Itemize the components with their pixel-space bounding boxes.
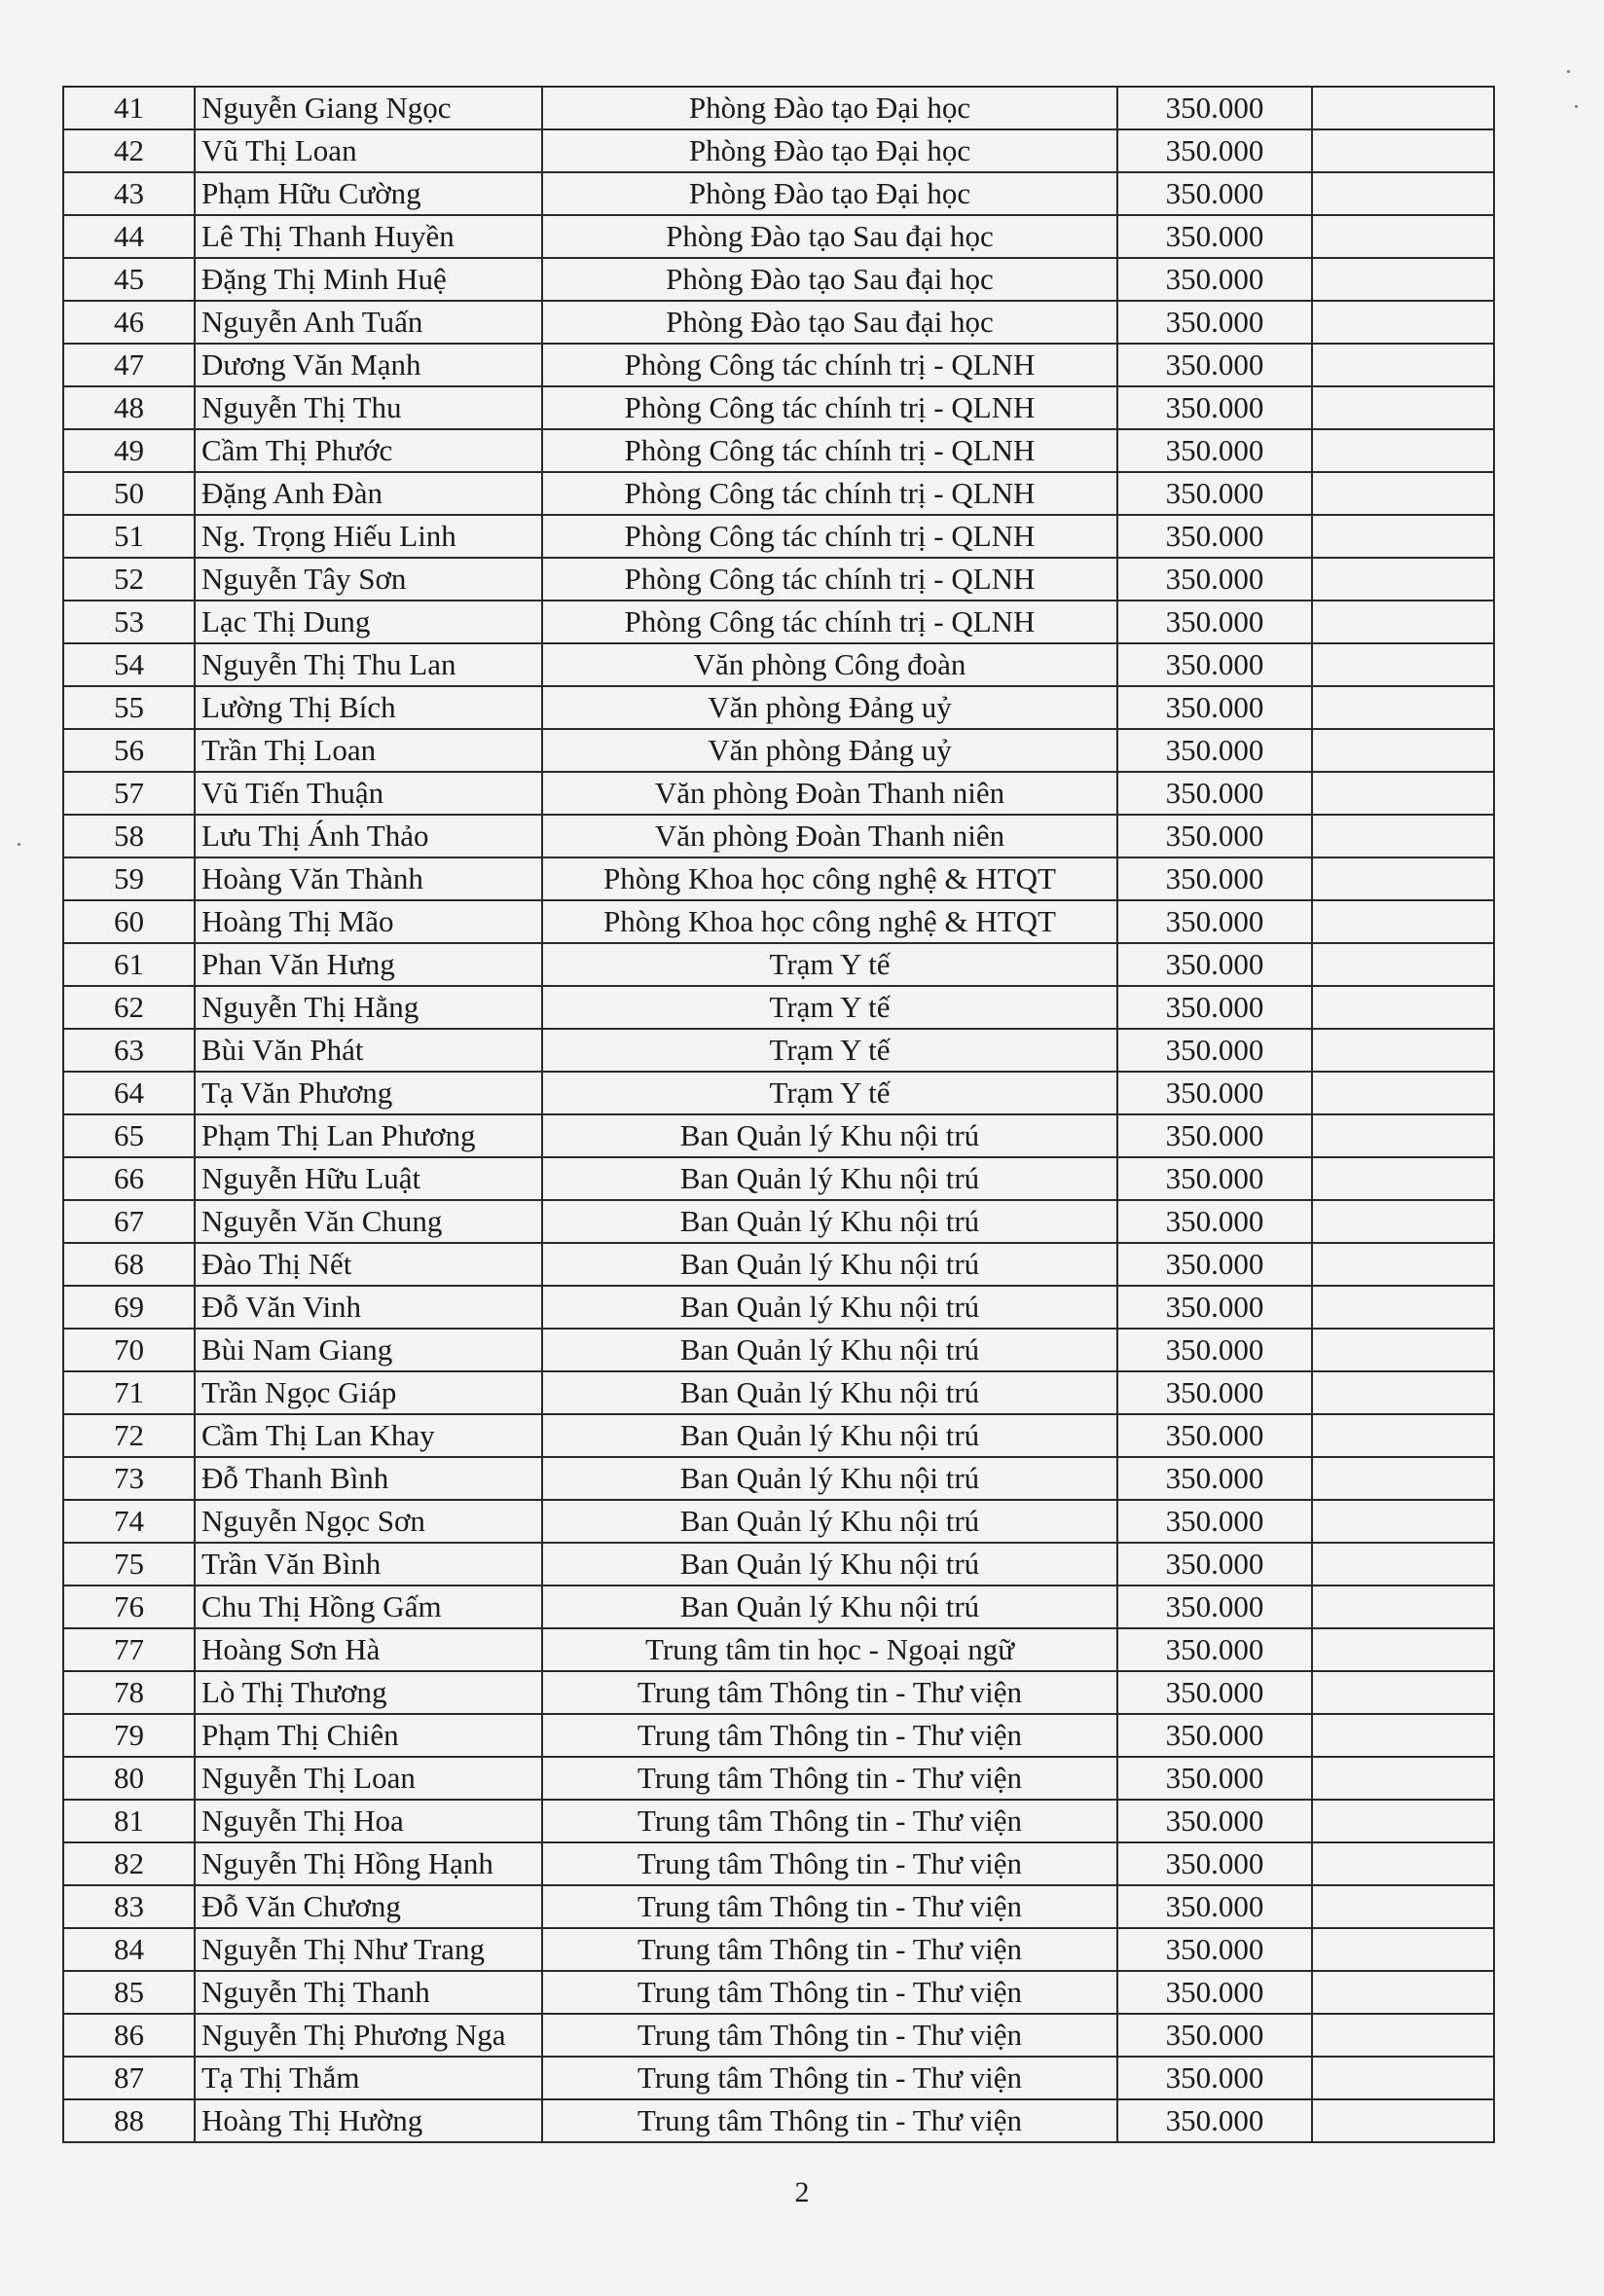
amount-cell: 350.000 (1117, 815, 1312, 857)
employee-name-cell: Vũ Tiến Thuận (195, 772, 542, 815)
signature-cell (1312, 857, 1494, 900)
department-cell: Văn phòng Công đoàn (542, 643, 1117, 686)
department-cell: Trung tâm Thông tin - Thư viện (542, 1800, 1117, 1842)
table-row (63, 1628, 1494, 1671)
amount-cell: 350.000 (1117, 1371, 1312, 1414)
table-row (63, 429, 1494, 472)
signature-cell (1312, 729, 1494, 772)
row-number-cell: 46 (63, 301, 195, 344)
row-number-cell: 47 (63, 344, 195, 386)
page-number: 2 (794, 2176, 810, 2208)
signature-cell (1312, 344, 1494, 386)
row-number-cell: 53 (63, 601, 195, 643)
employee-name-cell: Trần Ngọc Giáp (195, 1371, 542, 1414)
signature-cell (1312, 2014, 1494, 2057)
signature-cell (1312, 558, 1494, 601)
department-cell: Ban Quản lý Khu nội trú (542, 1114, 1117, 1157)
row-number-cell: 54 (63, 643, 195, 686)
amount-cell: 350.000 (1117, 1072, 1312, 1114)
employee-name-cell: Nguyễn Hữu Luật (195, 1157, 542, 1200)
table-row (63, 1971, 1494, 2014)
table-row (63, 515, 1494, 558)
amount-cell: 350.000 (1117, 1200, 1312, 1243)
signature-cell (1312, 1114, 1494, 1157)
amount-cell: 350.000 (1117, 643, 1312, 686)
signature-cell (1312, 129, 1494, 172)
row-number-cell: 87 (63, 2057, 195, 2099)
signature-cell (1312, 1628, 1494, 1671)
signature-cell (1312, 1585, 1494, 1628)
department-cell: Văn phòng Đoàn Thanh niên (542, 815, 1117, 857)
amount-cell: 350.000 (1117, 1714, 1312, 1757)
employee-name-cell: Đặng Anh Đàn (195, 472, 542, 515)
department-cell: Ban Quản lý Khu nội trú (542, 1286, 1117, 1329)
department-cell: Văn phòng Đảng uỷ (542, 729, 1117, 772)
table-row (63, 344, 1494, 386)
row-number-cell: 84 (63, 1928, 195, 1971)
employee-name-cell: Lê Thị Thanh Huyền (195, 215, 542, 258)
amount-cell: 350.000 (1117, 172, 1312, 215)
amount-cell: 350.000 (1117, 1500, 1312, 1543)
employee-name-cell: Lạc Thị Dung (195, 601, 542, 643)
table-row (63, 472, 1494, 515)
row-number-cell: 88 (63, 2099, 195, 2142)
department-cell: Phòng Công tác chính trị - QLNH (542, 558, 1117, 601)
amount-cell: 350.000 (1117, 558, 1312, 601)
amount-cell: 350.000 (1117, 344, 1312, 386)
row-number-cell: 45 (63, 258, 195, 301)
signature-cell (1312, 2057, 1494, 2099)
row-number-cell: 73 (63, 1457, 195, 1500)
table-row (63, 1543, 1494, 1585)
signature-cell (1312, 1971, 1494, 2014)
table-row (63, 729, 1494, 772)
table-row (63, 1072, 1494, 1114)
row-number-cell: 65 (63, 1114, 195, 1157)
amount-cell: 350.000 (1117, 1971, 1312, 2014)
signature-cell (1312, 515, 1494, 558)
department-cell: Ban Quản lý Khu nội trú (542, 1585, 1117, 1628)
department-cell: Phòng Đào tạo Sau đại học (542, 215, 1117, 258)
signature-cell (1312, 1885, 1494, 1928)
employee-name-cell: Nguyễn Ngọc Sơn (195, 1500, 542, 1543)
row-number-cell: 76 (63, 1585, 195, 1628)
signature-cell (1312, 643, 1494, 686)
table-row (63, 601, 1494, 643)
signature-cell (1312, 1072, 1494, 1114)
amount-cell: 350.000 (1117, 900, 1312, 943)
department-cell: Ban Quản lý Khu nội trú (542, 1500, 1117, 1543)
row-number-cell: 71 (63, 1371, 195, 1414)
table-row (63, 129, 1494, 172)
employee-name-cell: Nguyễn Anh Tuấn (195, 301, 542, 344)
signature-cell (1312, 1543, 1494, 1585)
employee-name-cell: Nguyễn Thị Hoa (195, 1800, 542, 1842)
table-row (63, 857, 1494, 900)
department-cell: Ban Quản lý Khu nội trú (542, 1329, 1117, 1371)
scan-speck (1567, 70, 1570, 73)
department-cell: Trạm Y tế (542, 1072, 1117, 1114)
signature-cell (1312, 87, 1494, 129)
row-number-cell: 82 (63, 1842, 195, 1885)
amount-cell: 350.000 (1117, 1885, 1312, 1928)
department-cell: Phòng Đào tạo Đại học (542, 172, 1117, 215)
table-row (63, 1671, 1494, 1714)
employee-name-cell: Nguyễn Thị Phương Nga (195, 2014, 542, 2057)
row-number-cell: 50 (63, 472, 195, 515)
table-row (63, 1585, 1494, 1628)
department-cell: Ban Quản lý Khu nội trú (542, 1414, 1117, 1457)
department-cell: Phòng Khoa học công nghệ & HTQT (542, 900, 1117, 943)
amount-cell: 350.000 (1117, 1800, 1312, 1842)
row-number-cell: 86 (63, 2014, 195, 2057)
signature-cell (1312, 772, 1494, 815)
amount-cell: 350.000 (1117, 986, 1312, 1029)
row-number-cell: 55 (63, 686, 195, 729)
signature-cell (1312, 1500, 1494, 1543)
amount-cell: 350.000 (1117, 857, 1312, 900)
signature-cell (1312, 215, 1494, 258)
department-cell: Trung tâm tin học - Ngoại ngữ (542, 1628, 1117, 1671)
department-cell: Trung tâm Thông tin - Thư viện (542, 1757, 1117, 1800)
table-row (63, 1114, 1494, 1157)
row-number-cell: 42 (63, 129, 195, 172)
table-body (63, 87, 1494, 2142)
row-number-cell: 67 (63, 1200, 195, 1243)
signature-cell (1312, 301, 1494, 344)
employee-name-cell: Đặng Thị Minh Huệ (195, 258, 542, 301)
department-cell: Trung tâm Thông tin - Thư viện (542, 2099, 1117, 2142)
employee-name-cell: Trần Thị Loan (195, 729, 542, 772)
amount-cell: 350.000 (1117, 1286, 1312, 1329)
employee-name-cell: Chu Thị Hồng Gấm (195, 1585, 542, 1628)
row-number-cell: 41 (63, 87, 195, 129)
employee-name-cell: Vũ Thị Loan (195, 129, 542, 172)
employee-name-cell: Nguyễn Thị Hồng Hạnh (195, 1842, 542, 1885)
signature-cell (1312, 601, 1494, 643)
row-number-cell: 63 (63, 1029, 195, 1072)
table-row (63, 772, 1494, 815)
employee-name-cell: Bùi Văn Phát (195, 1029, 542, 1072)
table-row (63, 1286, 1494, 1329)
table-row (63, 215, 1494, 258)
employee-name-cell: Bùi Nam Giang (195, 1329, 542, 1371)
department-cell: Ban Quản lý Khu nội trú (542, 1200, 1117, 1243)
row-number-cell: 79 (63, 1714, 195, 1757)
employee-name-cell: Đỗ Văn Chương (195, 1885, 542, 1928)
table-row (63, 258, 1494, 301)
employee-name-cell: Đào Thị Nết (195, 1243, 542, 1286)
employee-name-cell: Nguyễn Thị Thanh (195, 1971, 542, 2014)
department-cell: Trạm Y tế (542, 986, 1117, 1029)
employee-name-cell: Cầm Thị Lan Khay (195, 1414, 542, 1457)
department-cell: Phòng Công tác chính trị - QLNH (542, 472, 1117, 515)
department-cell: Trung tâm Thông tin - Thư viện (542, 1885, 1117, 1928)
staff-allowance-table (62, 86, 1495, 2143)
amount-cell: 350.000 (1117, 1329, 1312, 1371)
table-row (63, 686, 1494, 729)
row-number-cell: 43 (63, 172, 195, 215)
row-number-cell: 48 (63, 386, 195, 429)
employee-name-cell: Ng. Trọng Hiếu Linh (195, 515, 542, 558)
employee-name-cell: Phạm Thị Chiên (195, 1714, 542, 1757)
amount-cell: 350.000 (1117, 1543, 1312, 1585)
table-row (63, 986, 1494, 1029)
row-number-cell: 59 (63, 857, 195, 900)
table-row (63, 301, 1494, 344)
row-number-cell: 64 (63, 1072, 195, 1114)
amount-cell: 350.000 (1117, 301, 1312, 344)
table-row (63, 900, 1494, 943)
amount-cell: 350.000 (1117, 2057, 1312, 2099)
department-cell: Trung tâm Thông tin - Thư viện (542, 1971, 1117, 2014)
amount-cell: 350.000 (1117, 1157, 1312, 1200)
department-cell: Trạm Y tế (542, 1029, 1117, 1072)
department-cell: Ban Quản lý Khu nội trú (542, 1371, 1117, 1414)
employee-name-cell: Đỗ Văn Vinh (195, 1286, 542, 1329)
signature-cell (1312, 1029, 1494, 1072)
row-number-cell: 75 (63, 1543, 195, 1585)
employee-name-cell: Lò Thị Thương (195, 1671, 542, 1714)
signature-cell (1312, 1329, 1494, 1371)
department-cell: Phòng Đào tạo Đại học (542, 87, 1117, 129)
signature-cell (1312, 172, 1494, 215)
signature-cell (1312, 900, 1494, 943)
signature-cell (1312, 1842, 1494, 1885)
department-cell: Phòng Đào tạo Sau đại học (542, 258, 1117, 301)
table-row (63, 1243, 1494, 1286)
employee-name-cell: Nguyễn Thị Loan (195, 1757, 542, 1800)
amount-cell: 350.000 (1117, 686, 1312, 729)
table-row (63, 815, 1494, 857)
table-row (63, 1800, 1494, 1842)
row-number-cell: 85 (63, 1971, 195, 2014)
department-cell: Ban Quản lý Khu nội trú (542, 1543, 1117, 1585)
amount-cell: 350.000 (1117, 729, 1312, 772)
department-cell: Ban Quản lý Khu nội trú (542, 1457, 1117, 1500)
amount-cell: 350.000 (1117, 1243, 1312, 1286)
scan-speck (18, 843, 20, 846)
employee-name-cell: Dương Văn Mạnh (195, 344, 542, 386)
table-row (63, 87, 1494, 129)
amount-cell: 350.000 (1117, 1757, 1312, 1800)
signature-cell (1312, 1243, 1494, 1286)
signature-cell (1312, 1714, 1494, 1757)
amount-cell: 350.000 (1117, 386, 1312, 429)
amount-cell: 350.000 (1117, 2014, 1312, 2057)
row-number-cell: 72 (63, 1414, 195, 1457)
department-cell: Trung tâm Thông tin - Thư viện (542, 2014, 1117, 2057)
table-row (63, 1329, 1494, 1371)
amount-cell: 350.000 (1117, 429, 1312, 472)
signature-cell (1312, 986, 1494, 1029)
row-number-cell: 56 (63, 729, 195, 772)
row-number-cell: 49 (63, 429, 195, 472)
signature-cell (1312, 1671, 1494, 1714)
department-cell: Ban Quản lý Khu nội trú (542, 1157, 1117, 1200)
row-number-cell: 57 (63, 772, 195, 815)
department-cell: Trung tâm Thông tin - Thư viện (542, 1671, 1117, 1714)
employee-name-cell: Nguyễn Giang Ngọc (195, 87, 542, 129)
amount-cell: 350.000 (1117, 1928, 1312, 1971)
amount-cell: 350.000 (1117, 1585, 1312, 1628)
table-row (63, 1757, 1494, 1800)
signature-cell (1312, 258, 1494, 301)
amount-cell: 350.000 (1117, 1457, 1312, 1500)
amount-cell: 350.000 (1117, 1029, 1312, 1072)
employee-name-cell: Hoàng Thị Hường (195, 2099, 542, 2142)
table-row (63, 1928, 1494, 1971)
row-number-cell: 60 (63, 900, 195, 943)
table-row (63, 558, 1494, 601)
employee-name-cell: Hoàng Thị Mão (195, 900, 542, 943)
table-row (63, 2014, 1494, 2057)
amount-cell: 350.000 (1117, 1628, 1312, 1671)
row-number-cell: 74 (63, 1500, 195, 1543)
department-cell: Ban Quản lý Khu nội trú (542, 1243, 1117, 1286)
department-cell: Trung tâm Thông tin - Thư viện (542, 1928, 1117, 1971)
table-row (63, 1029, 1494, 1072)
amount-cell: 350.000 (1117, 601, 1312, 643)
table-row (63, 1500, 1494, 1543)
amount-cell: 350.000 (1117, 1114, 1312, 1157)
signature-cell (1312, 1371, 1494, 1414)
employee-name-cell: Lưu Thị Ánh Thảo (195, 815, 542, 857)
amount-cell: 350.000 (1117, 129, 1312, 172)
department-cell: Văn phòng Đảng uỷ (542, 686, 1117, 729)
table-row (63, 1200, 1494, 1243)
amount-cell: 350.000 (1117, 943, 1312, 986)
signature-cell (1312, 472, 1494, 515)
table-row (63, 1842, 1494, 1885)
table-row (63, 943, 1494, 986)
employee-name-cell: Hoàng Văn Thành (195, 857, 542, 900)
employee-name-cell: Nguyễn Văn Chung (195, 1200, 542, 1243)
department-cell: Phòng Khoa học công nghệ & HTQT (542, 857, 1117, 900)
row-number-cell: 62 (63, 986, 195, 1029)
table-row (63, 643, 1494, 686)
employee-name-cell: Lường Thị Bích (195, 686, 542, 729)
signature-cell (1312, 1414, 1494, 1457)
row-number-cell: 52 (63, 558, 195, 601)
department-cell: Phòng Công tác chính trị - QLNH (542, 344, 1117, 386)
table-row (63, 1885, 1494, 1928)
department-cell: Phòng Công tác chính trị - QLNH (542, 386, 1117, 429)
row-number-cell: 68 (63, 1243, 195, 1286)
signature-cell (1312, 1200, 1494, 1243)
employee-name-cell: Phạm Hữu Cường (195, 172, 542, 215)
table-row (63, 2057, 1494, 2099)
signature-cell (1312, 1286, 1494, 1329)
department-cell: Trung tâm Thông tin - Thư viện (542, 2057, 1117, 2099)
row-number-cell: 77 (63, 1628, 195, 1671)
signature-cell (1312, 1157, 1494, 1200)
amount-cell: 350.000 (1117, 515, 1312, 558)
employee-name-cell: Nguyễn Thị Thu Lan (195, 643, 542, 686)
table-row (63, 1714, 1494, 1757)
table-row (63, 1414, 1494, 1457)
row-number-cell: 80 (63, 1757, 195, 1800)
employee-name-cell: Trần Văn Bình (195, 1543, 542, 1585)
table-row (63, 1157, 1494, 1200)
employee-name-cell: Phan Văn Hưng (195, 943, 542, 986)
table-row (63, 1371, 1494, 1414)
signature-cell (1312, 686, 1494, 729)
department-cell: Trạm Y tế (542, 943, 1117, 986)
employee-name-cell: Phạm Thị Lan Phương (195, 1114, 542, 1157)
amount-cell: 350.000 (1117, 772, 1312, 815)
employee-name-cell: Cầm Thị Phước (195, 429, 542, 472)
department-cell: Trung tâm Thông tin - Thư viện (542, 1714, 1117, 1757)
signature-cell (1312, 1800, 1494, 1842)
signature-cell (1312, 386, 1494, 429)
signature-cell (1312, 1928, 1494, 1971)
employee-name-cell: Tạ Văn Phương (195, 1072, 542, 1114)
table-row (63, 1457, 1494, 1500)
employee-name-cell: Nguyễn Thị Thu (195, 386, 542, 429)
signature-cell (1312, 943, 1494, 986)
amount-cell: 350.000 (1117, 258, 1312, 301)
amount-cell: 350.000 (1117, 215, 1312, 258)
amount-cell: 350.000 (1117, 1842, 1312, 1885)
amount-cell: 350.000 (1117, 2099, 1312, 2142)
row-number-cell: 70 (63, 1329, 195, 1371)
amount-cell: 350.000 (1117, 87, 1312, 129)
amount-cell: 350.000 (1117, 472, 1312, 515)
department-cell: Văn phòng Đoàn Thanh niên (542, 772, 1117, 815)
signature-cell (1312, 1757, 1494, 1800)
department-cell: Trung tâm Thông tin - Thư viện (542, 1842, 1117, 1885)
signature-cell (1312, 815, 1494, 857)
department-cell: Phòng Đào tạo Đại học (542, 129, 1117, 172)
department-cell: Phòng Công tác chính trị - QLNH (542, 601, 1117, 643)
row-number-cell: 61 (63, 943, 195, 986)
row-number-cell: 78 (63, 1671, 195, 1714)
department-cell: Phòng Công tác chính trị - QLNH (542, 429, 1117, 472)
row-number-cell: 66 (63, 1157, 195, 1200)
amount-cell: 350.000 (1117, 1414, 1312, 1457)
signature-cell (1312, 429, 1494, 472)
employee-name-cell: Đỗ Thanh Bình (195, 1457, 542, 1500)
staff-table-container (62, 86, 1493, 2143)
department-cell: Phòng Đào tạo Sau đại học (542, 301, 1117, 344)
scan-speck (1575, 105, 1578, 108)
row-number-cell: 44 (63, 215, 195, 258)
table-row (63, 2099, 1494, 2142)
row-number-cell: 69 (63, 1286, 195, 1329)
employee-name-cell: Hoàng Sơn Hà (195, 1628, 542, 1671)
signature-cell (1312, 1457, 1494, 1500)
employee-name-cell: Tạ Thị Thắm (195, 2057, 542, 2099)
employee-name-cell: Nguyễn Thị Như Trang (195, 1928, 542, 1971)
employee-name-cell: Nguyễn Thị Hằng (195, 986, 542, 1029)
table-row (63, 386, 1494, 429)
row-number-cell: 81 (63, 1800, 195, 1842)
table-row (63, 172, 1494, 215)
employee-name-cell: Nguyễn Tây Sơn (195, 558, 542, 601)
row-number-cell: 58 (63, 815, 195, 857)
amount-cell: 350.000 (1117, 1671, 1312, 1714)
signature-cell (1312, 2099, 1494, 2142)
department-cell: Phòng Công tác chính trị - QLNH (542, 515, 1117, 558)
row-number-cell: 83 (63, 1885, 195, 1928)
row-number-cell: 51 (63, 515, 195, 558)
